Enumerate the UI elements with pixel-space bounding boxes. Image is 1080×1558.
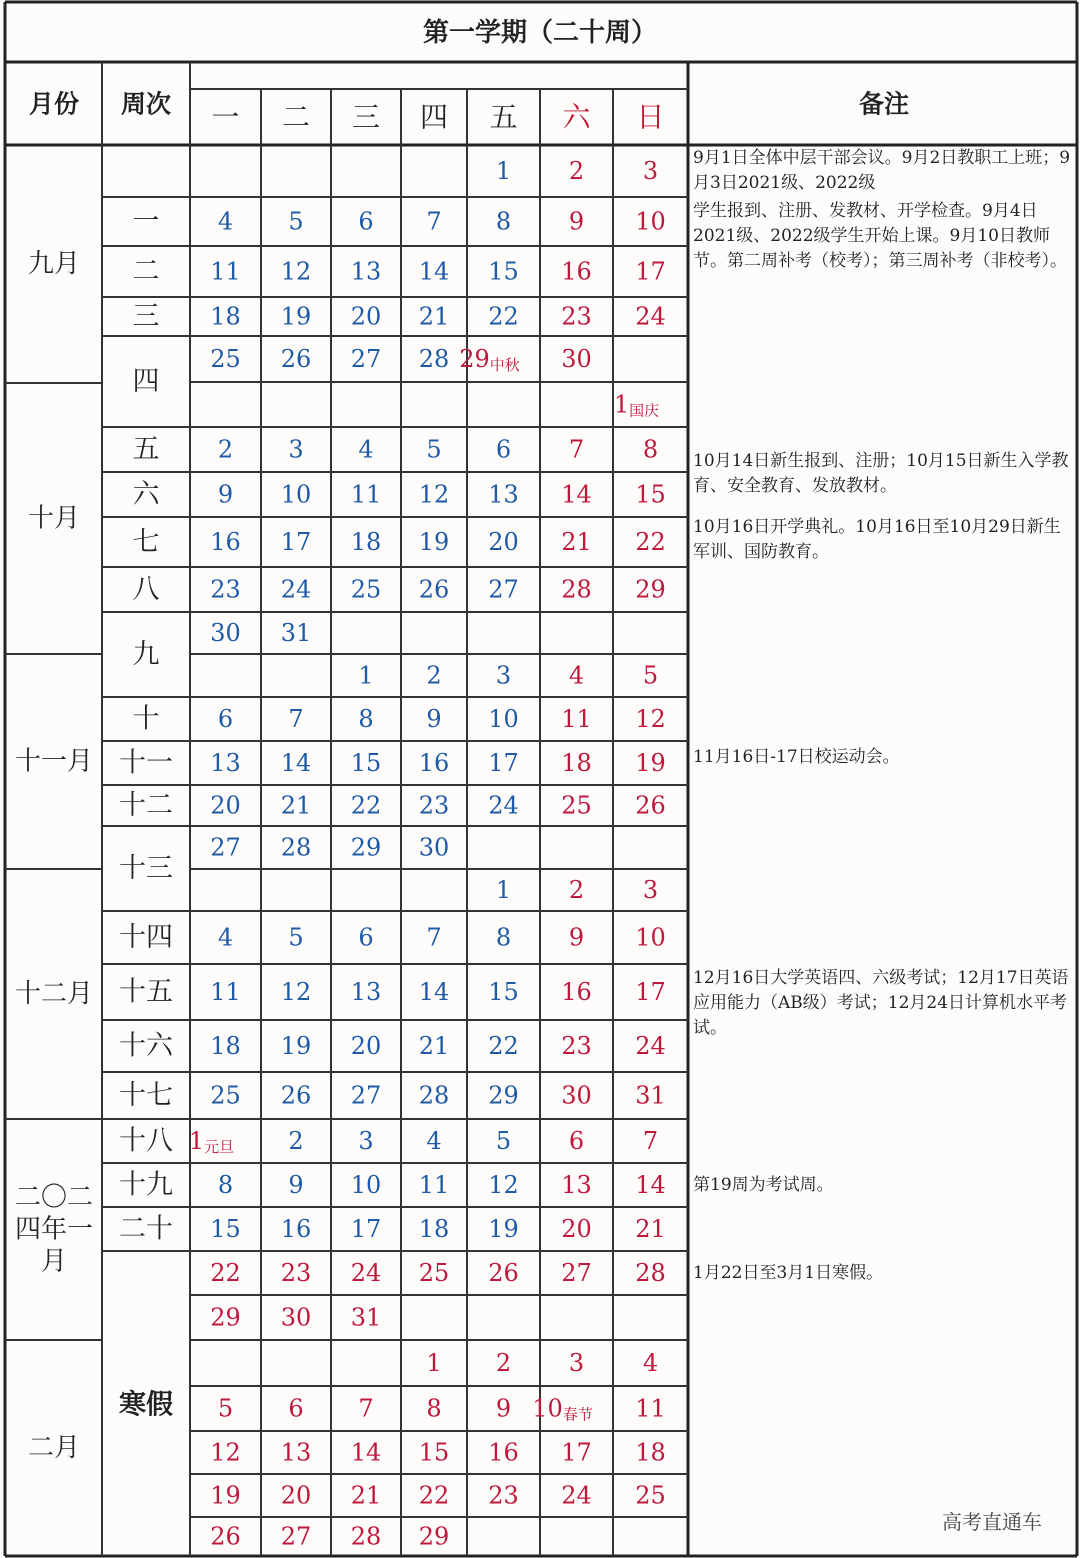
day-22-1: 9	[288, 1171, 304, 1199]
day-9-3: 26	[418, 575, 450, 604]
day-3-0: 18	[210, 302, 241, 331]
day-5-6-number: 1	[613, 390, 630, 419]
day-22-0: 8	[217, 1171, 234, 1199]
day-21-2: 3	[358, 1127, 374, 1155]
header-month: 月份	[28, 89, 80, 119]
week-label-2: 二	[132, 256, 160, 287]
day-9-4: 27	[488, 575, 519, 604]
day-27-2: 7	[358, 1394, 374, 1423]
week-label-16: 十六	[119, 1030, 173, 1062]
weekday-7: 日	[636, 100, 665, 134]
weekday-5: 五	[489, 100, 518, 134]
week-label-3: 三	[132, 301, 160, 332]
day-3-1: 19	[280, 302, 312, 331]
month-label-4-line-1: 四年一	[14, 1214, 94, 1245]
month-label-0: 九月	[27, 249, 81, 279]
day-2-2: 13	[350, 257, 382, 286]
day-19-5: 23	[561, 1032, 592, 1060]
day-3-2: 20	[350, 302, 382, 331]
day-30-1: 27	[280, 1522, 312, 1551]
day-6-3: 5	[426, 435, 442, 464]
day-13-4: 17	[488, 749, 519, 777]
day-8-1: 17	[280, 528, 312, 556]
day-20-6: 31	[635, 1081, 666, 1110]
day-26-4: 2	[495, 1349, 512, 1377]
day-21-0	[189, 1127, 234, 1156]
day-26-3: 1	[426, 1349, 442, 1377]
day-22-4: 12	[488, 1171, 519, 1199]
day-29-0: 19	[210, 1481, 241, 1510]
weekday-4: 四	[419, 100, 449, 134]
day-12-1: 7	[288, 705, 304, 733]
day-28-2: 14	[350, 1438, 382, 1467]
day-1-5: 9	[568, 207, 585, 236]
weekday-headers	[211, 101, 664, 134]
day-0-6: 3	[642, 157, 659, 185]
month-label-3: 十二月	[14, 979, 94, 1009]
day-12-3: 9	[426, 705, 442, 733]
day-21-3: 4	[426, 1127, 442, 1155]
week-label-17: 十七	[119, 1080, 173, 1111]
day-10-0: 30	[210, 619, 241, 647]
month-label-5: 二月	[27, 1433, 81, 1463]
day-22-6: 14	[635, 1171, 666, 1199]
day-19-4: 22	[488, 1032, 519, 1060]
day-17-1: 5	[288, 923, 304, 952]
week-label-7: 七	[132, 526, 160, 558]
day-12-6: 12	[635, 705, 666, 733]
day-8-5: 21	[561, 528, 592, 556]
day-6-5: 7	[568, 435, 585, 464]
week-label-18: 十八	[119, 1125, 173, 1157]
week-label-9: 九	[132, 639, 160, 670]
day-18-4: 15	[488, 978, 519, 1006]
day-12-4: 10	[488, 705, 519, 733]
month-labels	[15, 249, 93, 1463]
day-7-1: 10	[280, 480, 312, 509]
page-title: 第一学期（二十周）	[422, 18, 658, 48]
weekday-2: 二	[281, 100, 311, 134]
day-12-2: 8	[358, 705, 374, 733]
day-17-3: 7	[426, 923, 442, 952]
day-19-6: 24	[635, 1032, 666, 1060]
day-20-3: 28	[418, 1081, 450, 1110]
day-4-1: 26	[280, 345, 312, 373]
day-16-6: 3	[642, 876, 659, 904]
day-17-0: 4	[217, 923, 234, 952]
day-2-6: 17	[635, 257, 666, 286]
day-1-3: 7	[426, 207, 442, 236]
day-29-5: 24	[561, 1481, 592, 1510]
watermark: 高考直通车	[942, 1510, 1042, 1534]
note-october-1: 10月14日新生报到、注册；10月15日新生入学教育、安全教育、发放教材。	[693, 451, 1069, 496]
holiday-27-5: 春节	[562, 1405, 593, 1424]
weekday-6: 六	[562, 100, 591, 134]
day-23-1: 16	[280, 1215, 312, 1243]
day-25-0: 29	[210, 1303, 241, 1332]
day-10-1: 31	[280, 619, 312, 647]
day-27-6: 11	[635, 1394, 666, 1423]
note-december: 12月16日大学英语四、六级考试；12月17日英语应用能力（AB级）考试；12月24日计算机水平考试。	[693, 968, 1069, 1038]
day-16-5: 2	[568, 876, 585, 904]
day-28-0: 12	[210, 1438, 241, 1467]
day-2-5: 16	[561, 257, 592, 286]
day-20-4: 29	[488, 1081, 519, 1110]
day-30-2: 28	[350, 1522, 382, 1551]
day-1-1: 5	[288, 207, 304, 236]
day-27-5-number: 10	[532, 1394, 563, 1423]
holiday-5-6: 国庆	[629, 401, 660, 420]
day-20-1: 26	[280, 1081, 312, 1110]
day-2-1: 12	[280, 257, 312, 286]
day-1-4: 8	[495, 207, 512, 236]
day-23-2: 17	[350, 1215, 382, 1243]
day-17-6: 10	[635, 923, 666, 952]
week-label-10: 十	[132, 703, 160, 735]
week-label-5: 五	[132, 434, 160, 465]
day-4-5: 30	[561, 345, 592, 373]
day-30-3: 29	[418, 1522, 450, 1551]
day-6-6: 8	[642, 435, 659, 464]
day-29-6: 25	[635, 1481, 666, 1510]
day-28-3: 15	[418, 1438, 450, 1467]
day-28-4: 16	[488, 1438, 519, 1467]
day-11-6: 5	[642, 661, 659, 690]
holiday-21-0: 元旦	[204, 1138, 235, 1156]
day-14-1: 21	[280, 791, 312, 820]
day-6-4: 6	[495, 435, 512, 464]
note-september-1: 9月1日全体中层干部会议。9月2日教职工上班；9月3日2021级、2022级	[693, 148, 1071, 193]
day-18-1: 12	[280, 978, 312, 1006]
day-14-0: 20	[210, 791, 241, 820]
day-20-0: 25	[210, 1081, 241, 1110]
day-14-6: 26	[635, 791, 666, 820]
note-september-2: 学生报到、注册、发教材、开学检查。9月4日2021级、2022级学生开始上课。9月10日教师节。第二周补考（校考）；第三周补考（非校考）。	[693, 201, 1067, 271]
header-week: 周次	[120, 89, 172, 119]
day-27-3: 8	[426, 1394, 442, 1423]
note-winter-break: 1月22日至3月1日寒假。	[693, 1263, 884, 1283]
day-6-1: 3	[288, 435, 304, 464]
day-19-3: 21	[418, 1032, 450, 1060]
day-4-2: 27	[350, 345, 382, 373]
day-27-0: 5	[217, 1394, 234, 1423]
month-label-4-line-0: 二〇二	[14, 1182, 94, 1213]
day-13-5: 18	[561, 749, 592, 777]
day-11-3: 2	[426, 661, 442, 690]
day-27-5	[532, 1395, 593, 1424]
day-15-3: 30	[418, 833, 450, 862]
day-3-4: 22	[488, 302, 519, 331]
day-18-5: 16	[561, 978, 592, 1006]
day-15-1: 28	[280, 833, 312, 862]
day-17-2: 6	[358, 923, 374, 952]
day-26-6: 4	[642, 1349, 659, 1377]
day-11-5: 4	[568, 661, 585, 690]
day-11-4: 3	[495, 661, 512, 690]
day-29-4: 23	[488, 1481, 519, 1510]
day-29-3: 22	[418, 1481, 450, 1510]
day-27-4: 9	[495, 1394, 512, 1423]
day-7-0: 9	[217, 480, 234, 509]
weekday-1: 一	[211, 100, 240, 134]
month-label-4	[15, 1183, 93, 1277]
day-19-1: 19	[280, 1032, 312, 1060]
day-21-1: 2	[288, 1127, 304, 1155]
day-26-5: 3	[568, 1349, 585, 1377]
day-2-0: 11	[210, 257, 241, 286]
day-4-4	[459, 345, 520, 374]
week-label-11: 十一	[119, 747, 173, 779]
day-19-0: 18	[210, 1032, 241, 1060]
day-28-1: 13	[280, 1438, 312, 1467]
day-20-2: 27	[350, 1081, 382, 1110]
week-label-21: 寒假	[119, 1389, 173, 1421]
day-23-0: 15	[210, 1215, 241, 1243]
day-4-0: 25	[210, 345, 241, 373]
day-4-4-number: 29	[459, 345, 490, 373]
month-label-1: 十月	[27, 503, 81, 534]
day-18-0: 11	[210, 978, 241, 1006]
day-2-3: 14	[418, 257, 450, 286]
day-15-0: 27	[210, 833, 241, 862]
day-14-4: 24	[488, 791, 519, 820]
day-12-0: 6	[217, 705, 234, 733]
day-29-2: 21	[350, 1481, 382, 1510]
day-9-2: 25	[350, 575, 382, 604]
day-20-5: 30	[561, 1081, 592, 1110]
week-label-6: 六	[132, 479, 160, 510]
day-6-0: 2	[217, 435, 234, 464]
day-3-6: 24	[635, 302, 666, 331]
day-0-5: 2	[568, 157, 585, 185]
day-0-4: 1	[495, 157, 512, 185]
day-27-1: 6	[288, 1394, 304, 1423]
week-label-1: 一	[132, 206, 160, 237]
day-8-6: 22	[635, 528, 666, 556]
day-1-6: 10	[635, 207, 666, 236]
day-7-2: 11	[350, 480, 382, 509]
holiday-4-4: 中秋	[489, 356, 520, 374]
day-14-5: 25	[561, 791, 592, 820]
week-label-12: 十二	[119, 790, 173, 821]
day-17-5: 9	[568, 923, 585, 952]
day-16-4: 1	[495, 876, 512, 904]
day-23-3: 18	[418, 1215, 450, 1243]
day-18-2: 13	[350, 978, 382, 1006]
day-24-1: 23	[280, 1259, 312, 1287]
day-5-6	[614, 391, 659, 420]
week-label-8: 八	[132, 574, 160, 605]
day-17-4: 8	[495, 923, 512, 952]
week-label-4: 四	[132, 366, 160, 397]
day-18-3: 14	[418, 978, 450, 1006]
week-label-19: 十九	[119, 1169, 173, 1201]
day-22-3: 11	[418, 1171, 450, 1199]
day-14-2: 22	[350, 791, 382, 820]
week-label-15: 十五	[119, 976, 173, 1008]
day-24-4: 26	[488, 1259, 519, 1287]
day-3-3: 21	[418, 302, 450, 331]
weekday-3: 三	[351, 100, 381, 134]
day-9-5: 28	[561, 575, 592, 604]
day-30-0: 26	[210, 1522, 241, 1551]
day-8-2: 18	[350, 528, 382, 556]
day-13-1: 14	[280, 749, 312, 777]
note-exam-week: 第19周为考试周。	[693, 1175, 834, 1195]
day-9-0: 23	[210, 575, 241, 604]
day-23-6: 21	[635, 1215, 666, 1243]
day-15-2: 29	[350, 833, 382, 862]
day-7-6: 15	[635, 480, 666, 509]
day-21-5: 6	[568, 1127, 585, 1155]
day-6-2: 4	[358, 435, 374, 464]
month-label-2: 十一月	[14, 746, 94, 777]
day-8-0: 16	[210, 528, 241, 556]
day-8-3: 19	[418, 528, 450, 556]
day-18-6: 17	[635, 978, 666, 1006]
day-24-2: 24	[350, 1259, 382, 1287]
day-1-2: 6	[358, 207, 374, 236]
day-14-3: 23	[418, 791, 450, 820]
day-19-2: 20	[350, 1032, 382, 1060]
day-21-6: 7	[642, 1127, 659, 1155]
day-29-1: 20	[280, 1481, 312, 1510]
day-12-5: 11	[561, 705, 592, 733]
day-22-2: 10	[350, 1171, 382, 1199]
day-28-5: 17	[561, 1438, 592, 1467]
week-label-20: 二十	[119, 1213, 173, 1245]
day-24-5: 27	[561, 1259, 592, 1287]
day-23-4: 19	[488, 1215, 519, 1243]
day-11-2: 1	[358, 661, 374, 690]
day-24-0: 22	[210, 1259, 241, 1287]
day-9-1: 24	[280, 575, 312, 604]
day-25-1: 30	[280, 1303, 312, 1332]
day-21-0-number: 1	[188, 1127, 205, 1155]
day-24-3: 25	[418, 1259, 450, 1287]
note-october-2: 10月16日开学典礼。10月16日至10月29日新生军训、国防教育。	[693, 517, 1061, 562]
day-21-4: 5	[495, 1127, 512, 1155]
day-7-4: 13	[488, 480, 519, 509]
day-13-2: 15	[350, 749, 382, 777]
day-13-6: 19	[635, 749, 666, 777]
day-13-0: 13	[210, 749, 241, 777]
day-24-6: 28	[635, 1259, 666, 1287]
week-label-13: 十三	[119, 853, 173, 884]
day-23-5: 20	[561, 1215, 592, 1243]
day-8-4: 20	[488, 528, 519, 556]
week-labels	[119, 206, 174, 1421]
day-13-3: 16	[418, 749, 450, 777]
day-28-6: 18	[635, 1438, 666, 1467]
day-2-4: 15	[488, 257, 519, 286]
day-1-0: 4	[217, 207, 234, 236]
day-22-5: 13	[561, 1171, 592, 1199]
day-7-5: 14	[561, 480, 592, 509]
week-label-14: 十四	[119, 922, 173, 953]
day-3-5: 23	[561, 302, 592, 331]
day-7-3: 12	[418, 480, 450, 509]
day-4-3: 28	[418, 345, 450, 373]
month-label-4-line-2: 月	[40, 1246, 68, 1277]
day-9-6: 29	[635, 575, 666, 604]
header-notes: 备注	[858, 89, 910, 119]
day-25-2: 31	[350, 1303, 382, 1332]
note-november: 11月16日-17日校运动会。	[693, 747, 900, 767]
